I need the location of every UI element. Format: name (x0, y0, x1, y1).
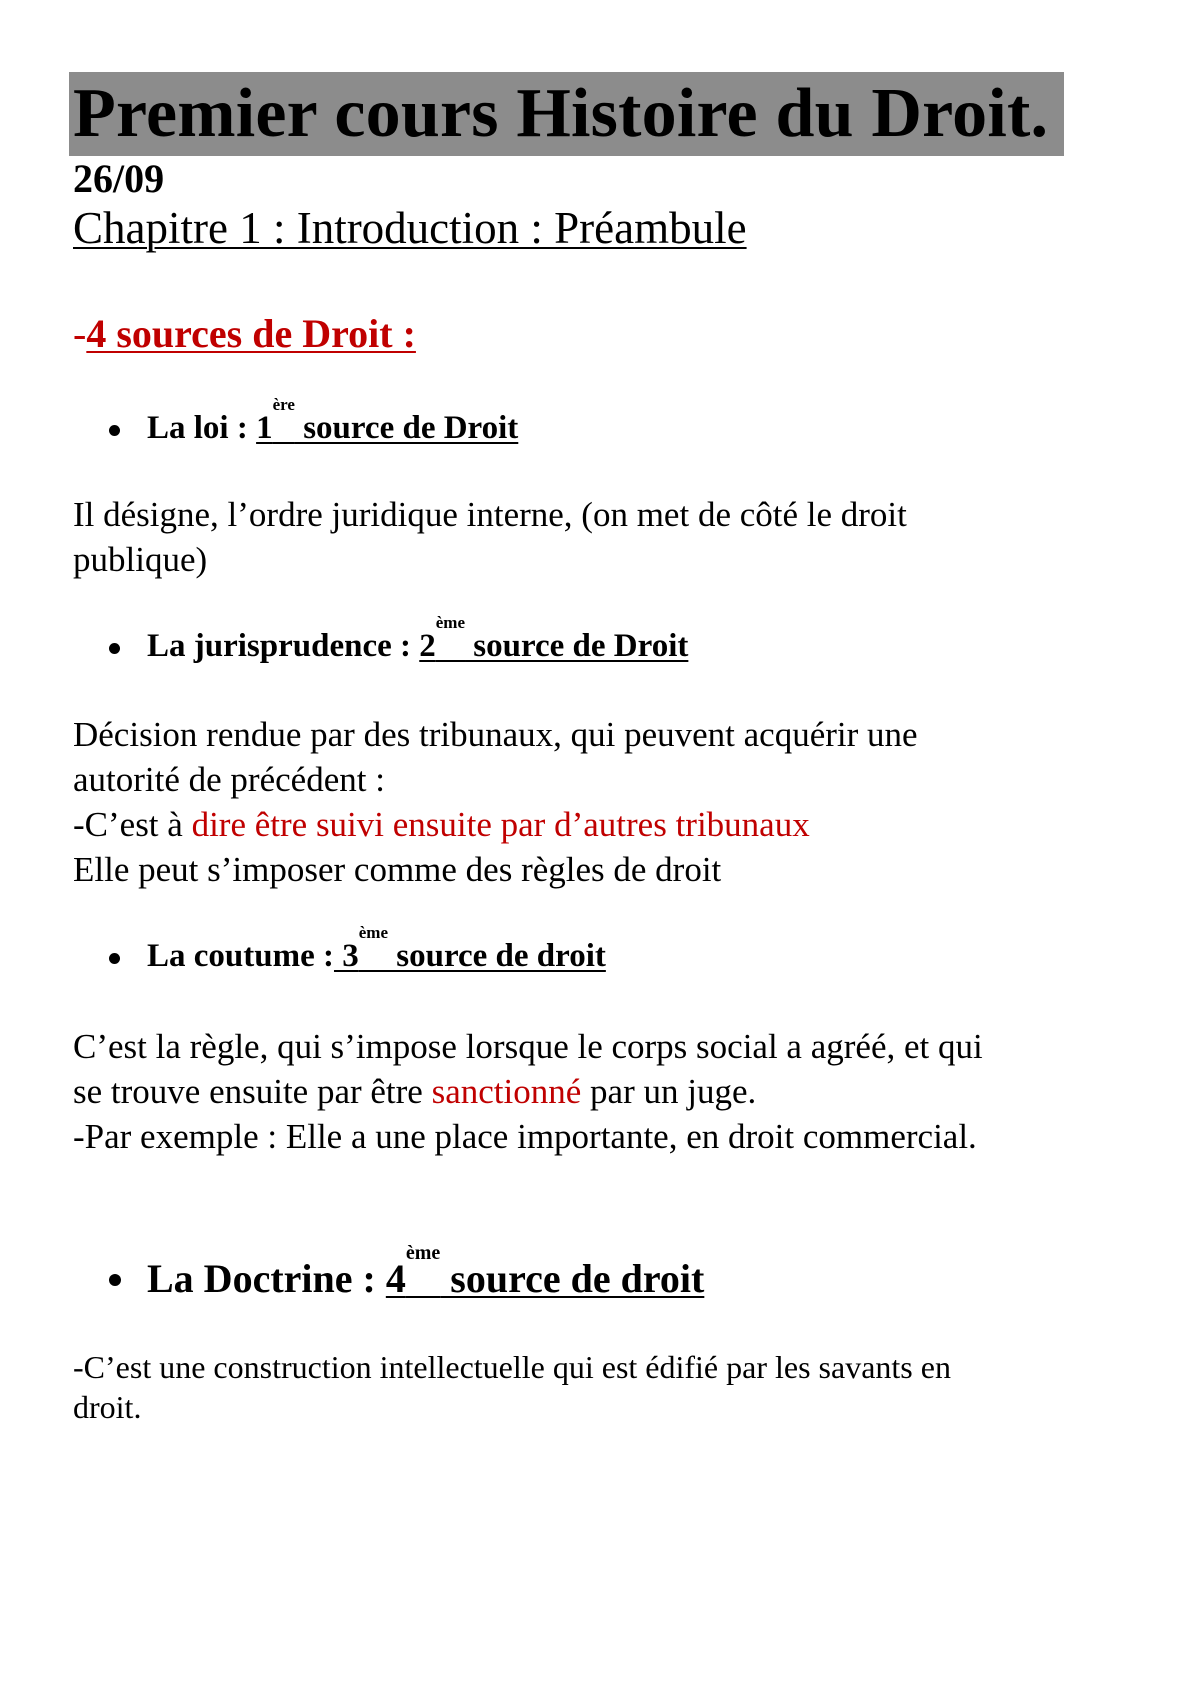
text-segment: par un juge. (581, 1072, 757, 1111)
bullet-source-rank (385, 1242, 705, 1301)
sources-heading-dash: - (73, 311, 87, 356)
sources-heading (73, 310, 1133, 358)
chapter-heading: Chapitre 1 : Introduction : Préambule (73, 203, 747, 253)
source-rank-text: source de Droit (294, 410, 519, 446)
ordinal-number: 2 (419, 628, 436, 664)
ordinal-suffix: ère (272, 395, 295, 414)
paragraph-la-coutume (73, 1024, 1133, 1159)
paragraph-line: autorité de précédent : (73, 760, 385, 799)
ordinal-suffix: ème (405, 1242, 441, 1264)
document-title: Premier cours Histoire du Droit. (69, 72, 1064, 156)
bullet-la-doctrine (73, 1242, 1133, 1303)
paragraph-la-loi (73, 492, 1133, 582)
bullet-label: La Doctrine : (147, 1256, 386, 1301)
paragraph-la-doctrine (73, 1347, 1133, 1427)
paragraph-line: Décision rendue par des tribunaux, qui peuvent acquérir une (73, 715, 918, 754)
text-segment: se trouve ensuite par être (73, 1072, 432, 1111)
source-rank-text: source de droit (388, 938, 606, 974)
sources-heading-text: 4 sources de Droit : (86, 311, 416, 356)
paragraph-line (73, 1069, 1133, 1114)
date-text: 26/09 (73, 156, 165, 201)
bullet-source-rank (333, 923, 606, 974)
bullet-la-coutume (73, 923, 1133, 976)
paragraph-line: -Par exemple : Elle a une place importante, en droit commercial. (73, 1117, 977, 1156)
paragraph-line: publique) (73, 540, 208, 579)
ordinal-number: 3 (333, 938, 359, 974)
ordinal-suffix: ème (435, 613, 466, 632)
highlighted-text: dire être suivi ensuite par d’autres tribunaux (191, 805, 810, 844)
bullet-label: La loi : (147, 410, 257, 446)
paragraph-line: C’est la règle, qui s’impose lorsque le corps social a agréé, et qui (73, 1027, 983, 1066)
document-page (73, 72, 1133, 1427)
bullet-la-loi (73, 395, 1133, 448)
paragraph-line: Elle peut s’imposer comme des règles de droit (73, 850, 722, 889)
paragraph-line: droit. (73, 1389, 142, 1425)
title-row (73, 72, 1133, 156)
source-rank-text: source de Droit (465, 628, 689, 664)
bullet-dot-icon (109, 953, 120, 964)
bullet-label: La coutume : (147, 938, 334, 974)
bullet-label: La jurisprudence : (147, 628, 420, 664)
bullet-source-rank (419, 613, 689, 664)
ordinal-number: 1 (256, 410, 273, 446)
chapter-row (73, 202, 1133, 254)
paragraph-la-jurisprudence (73, 712, 1133, 892)
source-rank-text: source de droit (440, 1256, 705, 1301)
bullet-dot-icon (109, 643, 120, 654)
paragraph-line: -C’est une construction intellectuelle qui est édifié par les savants en (73, 1349, 951, 1385)
ordinal-number: 4 (385, 1256, 406, 1301)
bullet-la-jurisprudence (73, 613, 1133, 666)
bullet-source-rank (256, 395, 519, 446)
bullet-dot-icon (109, 1274, 121, 1286)
ordinal-suffix: ème (358, 923, 388, 942)
highlighted-text: sanctionné (431, 1072, 582, 1111)
paragraph-line: Il désigne, l’ordre juridique interne, (on met de côté le droit (73, 495, 907, 534)
text-segment: -C’est à (73, 805, 192, 844)
bullet-dot-icon (109, 425, 120, 436)
paragraph-line (73, 802, 1133, 847)
